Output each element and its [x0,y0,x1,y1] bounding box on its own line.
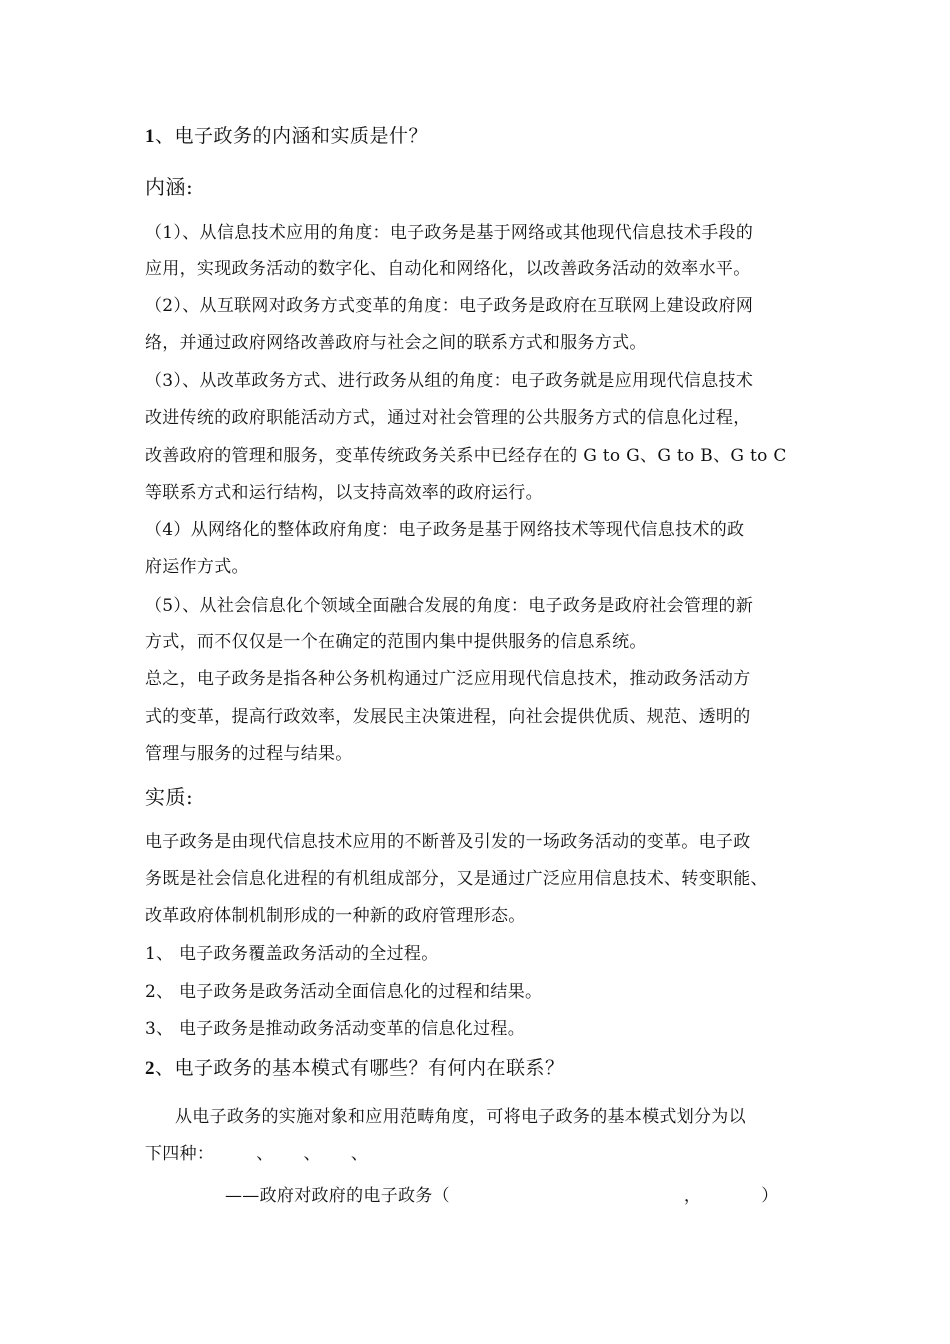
list-item-text: 电子政务是政务活动全面信息化的过程和结果。 [179,982,543,1002]
list-item-number: 1、 [145,944,174,964]
neihan-line: 络，并通过政府网络改善政府与社会之间的联系方式和服务方式。 [145,333,647,353]
shizhi-line: 电子政务是由现代信息技术应用的不断普及引发的一场政务活动的变革。电子政 [145,832,751,852]
shizhi-list-item [145,980,542,1004]
question-2-title: 、电子政务的基本模式有哪些？有何内在联系？ [155,1057,565,1079]
neihan-line: 改善政府的管理和服务，变革传统政务关系中已经存在的 G to G、G to B、G to C [145,446,787,466]
question-1-heading [145,124,428,149]
question-2-number: 2 [145,1058,155,1079]
shizhi-list-item [145,942,439,966]
neihan-heading: 内涵: [145,175,194,199]
question-2-heading [145,1056,565,1081]
list-item-number: 3、 [145,1019,174,1039]
list-item-text: 电子政务覆盖政务活动的全过程。 [179,944,439,964]
neihan-line: （3）、从改革政务方式、进行政务从组的角度：电子政务就是应用现代信息技术 [145,371,754,391]
neihan-line: 总之，电子政务是指各种公务机构通过广泛应用现代信息技术，推动政务活动方 [145,669,751,689]
shizhi-list-item [145,1017,525,1041]
blank-close-paren: ） [761,1186,779,1206]
shizhi-heading: 实质: [145,785,194,809]
neihan-line: （4）从网络化的整体政府角度：电子政务是基于网络技术等现代信息技术的政 [145,520,745,540]
g2g-line [225,1184,779,1208]
neihan-line: 改进传统的政府职能活动方式，通过对社会管理的公共服务方式的信息化过程， [145,408,751,428]
neihan-line: 府运作方式。 [145,557,249,577]
neihan-line: （2）、从互联网对政务方式变革的角度：电子政务是政府在互联网上建设政府网 [145,296,754,316]
list-item-text: 电子政务是推动政务活动变革的信息化过程。 [179,1019,525,1039]
list-item-number: 2、 [145,982,174,1002]
blank-comma: ， [683,1186,702,1206]
neihan-line: 方式，而不仅仅是一个在确定的范围内集中提供服务的信息系统。 [145,632,647,652]
g2g-label: ——政府对政府的电子政务（ [225,1186,450,1206]
neihan-line: 管理与服务的过程与结果。 [145,744,353,764]
neihan-line: （5）、从社会信息化个领域全面融合发展的角度：电子政务是政府社会管理的新 [145,596,754,616]
neihan-line: 应用，实现政务活动的数字化、自动化和网络化，以改善政务活动的效率水平。 [145,259,751,279]
neihan-line: 等联系方式和运行结构，以支持高效率的政府运行。 [145,483,543,503]
blank-separator: 、 [350,1144,369,1164]
shizhi-line: 务既是社会信息化进程的有机组成部分，又是通过广泛应用信息技术、转变职能、 [145,869,768,889]
blank-separator: 、 [303,1144,321,1164]
paragraph-text: 下四种： [145,1144,215,1164]
neihan-line: 式的变革，提高行政效率，发展民主决策进程，向社会提供优质、规范、透明的 [145,707,751,727]
question-1-number: 1 [145,126,155,147]
neihan-line: （1）、从信息技术应用的角度：电子政务是基于网络或其他现代信息技术手段的 [145,223,754,243]
blank-separator: 、 [256,1144,274,1164]
question-2-paragraph: 从电子政务的实施对象和应用范畴角度，可将电子政务的基本模式划分为以 [175,1107,746,1127]
question-1-title: 、电子政务的内涵和实质是什？ [155,125,429,147]
shizhi-line: 改革政府体制机制形成的一种新的政府管理形态。 [145,906,526,926]
question-2-paragraph-continued [145,1142,368,1166]
